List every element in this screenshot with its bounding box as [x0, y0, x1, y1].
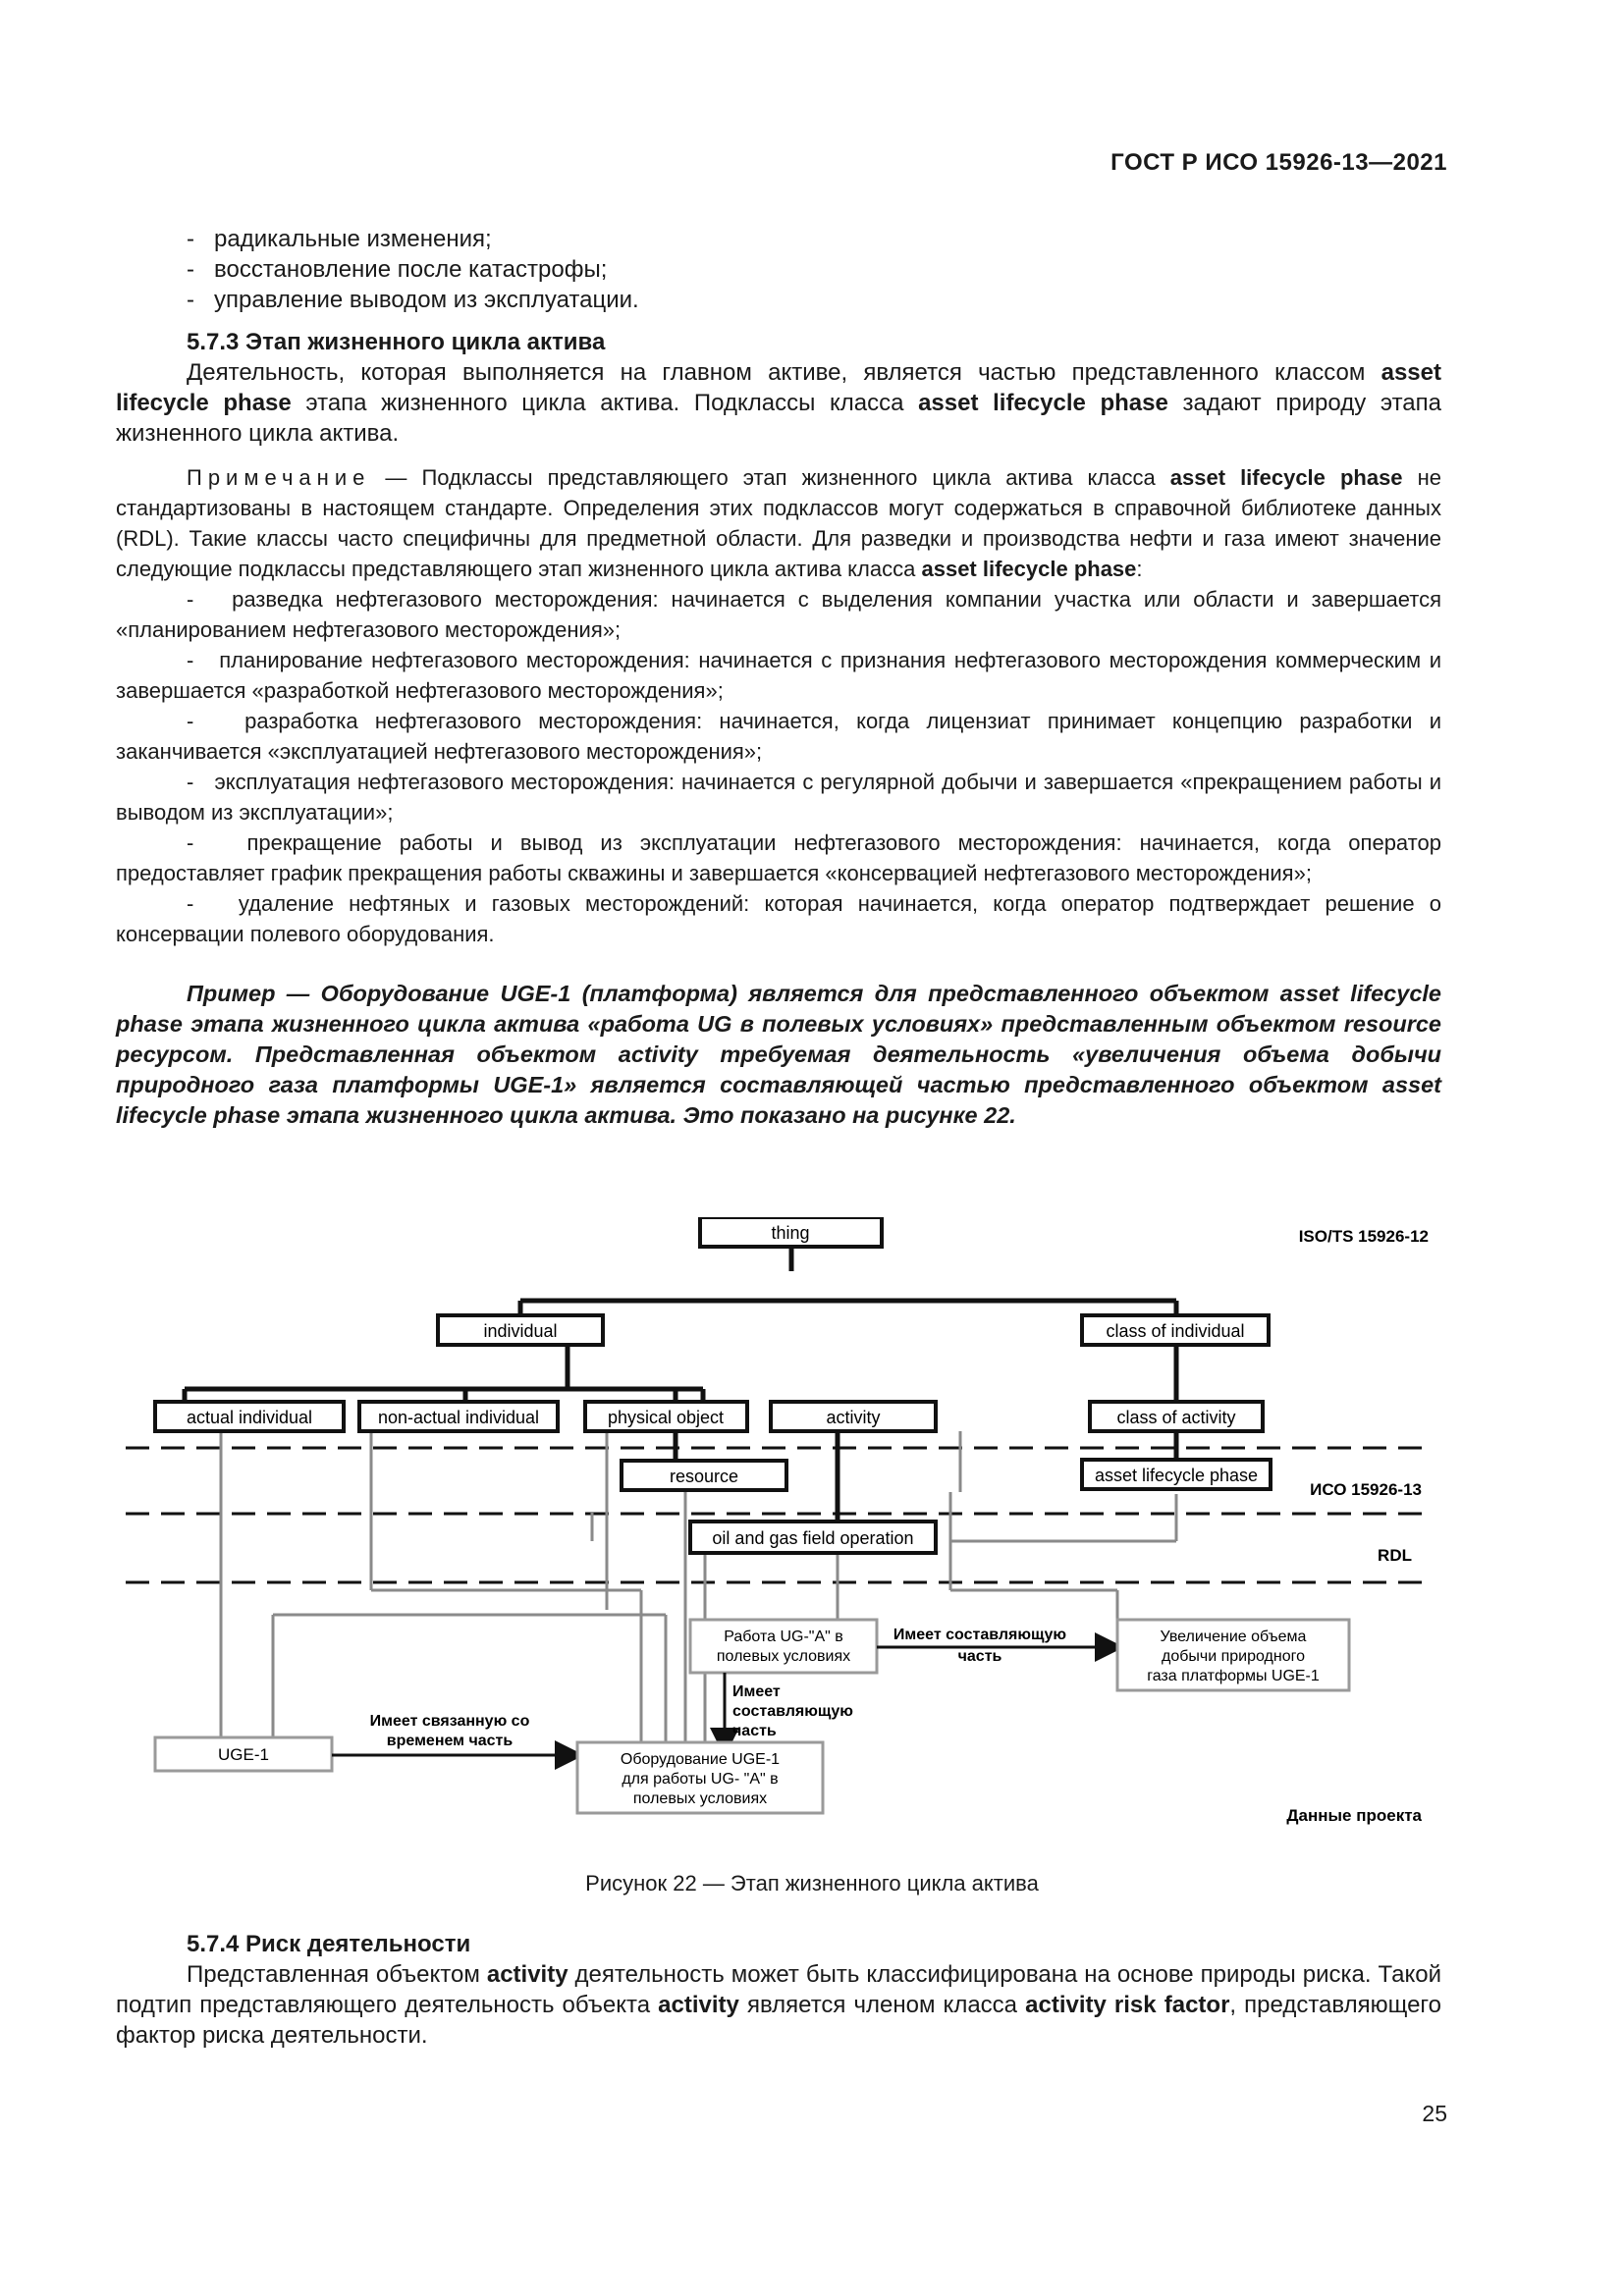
page-number: 25	[1422, 2101, 1447, 2126]
svg-text:UGE-1: UGE-1	[218, 1745, 269, 1764]
label-rdl: RDL	[1378, 1546, 1412, 1565]
svg-text:physical object: physical object	[607, 1408, 725, 1427]
box-resource	[622, 1461, 786, 1490]
svg-text:составляющую: составляющую	[732, 1703, 853, 1720]
list-item: - восстановление после катастрофы;	[187, 256, 608, 283]
box-oil-and-gas-field-operation	[690, 1522, 936, 1553]
box-individual	[438, 1315, 603, 1345]
svg-text:non-actual individual: non-actual individual	[377, 1408, 540, 1427]
document-header: ГОСТ Р ИСО 15926-13—2021	[1110, 149, 1447, 176]
svg-text:resource: resource	[669, 1467, 739, 1486]
svg-text:class of individual: class of individual	[1106, 1321, 1245, 1341]
box-thing	[700, 1217, 882, 1247]
box-activity	[771, 1402, 936, 1431]
box-uge-1	[155, 1737, 332, 1771]
example-paragraph: Пример — Оборудование UGE-1 (платформа) является для представленного объектом asset lifecycle phase этапа жизненного цикла актива «работа UG в полевых условиях» представленным объектом resource ресурсом. Представленная объектом activity требуемая деятельность «увеличения объема добычи природного газа платформы UGE-1» является составляющей частью представленного объектом asset lifecycle phase этапа жизненного цикла актива. Это показано на рисунке 22.	[116, 981, 1441, 1128]
svg-text:для работы UG- "A" в: для работы UG- "A" в	[622, 1771, 779, 1788]
svg-text:временем часть: временем часть	[386, 1733, 514, 1749]
svg-text:полевых условиях: полевых условиях	[716, 1648, 851, 1665]
svg-text:газа платформы UGE-1: газа платформы UGE-1	[1147, 1668, 1320, 1684]
svg-text:Работа UG-"A" в: Работа UG-"A" в	[724, 1629, 843, 1645]
note-list-item: - разведка нефтегазового месторождения: начинается с выделения компании участка или области и завершается «планированием нефтегазового месторождения»;	[116, 587, 1441, 642]
box-class-of-individual	[1082, 1315, 1269, 1345]
svg-text:individual: individual	[483, 1321, 558, 1341]
note-list-item: - эксплуатация нефтегазового месторождения: начинается с регулярной добычи и завершается «прекращением работы и выводом из эксплуатации»;	[116, 770, 1441, 825]
box-non-actual-individual	[359, 1402, 558, 1431]
main-content	[116, 224, 1441, 1131]
label-iso-ts: ISO/TS 15926-12	[1298, 1227, 1429, 1246]
svg-text:oil and gas field operation: oil and gas field operation	[712, 1528, 914, 1548]
label-project-data: Данные проекта	[1286, 1806, 1422, 1825]
note: Примечание — Подклассы представляющего этап жизненного цикла актива класса asset lifecycle phase не стандартизованы в настоящем стандарте. Определения этих подклассов могут содержаться в справочной библиотеке данных (RDL). Такие классы часто специфичны для предметной области. Для разведки и производства нефти и газа имеют значение следующие подклассы представляющего этап жизненного цикла актива класса asset lifecycle phase: - разведка нефтегазового месторождения: начинается с выделения компании участка или области и завершается «планированием нефтегазового месторождения»; - планирование нефтегазового месторождения: начинается с признания нефтегазового месторождения коммерческим и завершается «разработкой нефтегазового месторождения»; - разработка нефтегазового месторождения: начинается, когда лицензиат принимает концепцию разработки и заканчивается «эксплуатацией нефтегазового месторождения»; - эксплуатация нефтегазового месторождения: начинается с регулярной добычи и завершается «прекращением работы и выводом из эксплуатации»; - прекращение работы и вывод из эксплуатации нефтегазового месторождения: начинается, когда оператор предоставляет график прекращения работы скважины и завершается «консервацией нефтегазового месторождения»; - удаление нефтяных и газовых месторождений: которая начинается, когда оператор подтверждает решение о консервации полевого оборудования.	[116, 462, 1441, 949]
box-class-of-activity	[1090, 1402, 1263, 1431]
label-has-part: Имеет составляющую	[893, 1627, 1067, 1643]
svg-text:полевых условиях: полевых условиях	[632, 1790, 768, 1807]
paragraph: Представленная объектом activity деятельность может быть классифицирована на основе природы риска. Такой подтип представляющего деятельность объекта activity является членом класса activity risk factor, представляющего фактор риска деятельности.	[116, 1961, 1442, 2049]
figure-caption: Рисунок 22 — Этап жизненного цикла актива	[585, 1871, 1039, 1896]
note-list-item: - разработка нефтегазового месторождения: начинается, когда лицензиат принимает концепцию разработки и заканчивается «эксплуатацией нефтегазового месторождения»;	[116, 709, 1441, 764]
box-equipment-uge-1	[577, 1742, 823, 1813]
svg-text:actual individual: actual individual	[186, 1408, 313, 1427]
label-iso-13: ИСО 15926-13	[1310, 1480, 1422, 1499]
note-list-item: - планирование нефтегазового месторождения: начинается с признания нефтегазового месторождения коммерческим и завершается «разработкой нефтегазового месторождения»;	[116, 648, 1441, 703]
svg-text:часть: часть	[957, 1648, 1002, 1665]
note-list-item: - удаление нефтяных и газовых месторождений: которая начинается, когда оператор подтверждает решение о консервации полевого оборудования.	[116, 891, 1441, 946]
list-item: - радикальные изменения;	[187, 226, 492, 252]
svg-text:thing: thing	[771, 1223, 810, 1243]
section-574	[116, 1929, 1441, 2051]
box-asset-lifecycle-phase	[1082, 1460, 1271, 1489]
list-item: - управление выводом из эксплуатации.	[187, 287, 639, 313]
svg-text:добычи природного: добычи природного	[1161, 1648, 1306, 1665]
svg-text:Увеличение объема: Увеличение объема	[1160, 1629, 1307, 1645]
paragraph: Деятельность, которая выполняется на главном активе, является частью представленного классом asset lifecycle phase этапа жизненного цикла актива. Подклассы класса asset lifecycle phase задают природу этапа жизненного цикла актива.	[116, 359, 1441, 447]
note-list-item: - прекращение работы и вывод из эксплуатации нефтегазового месторождения: начинается, когда оператор предоставляет график прекращения работы скважины и завершается «консервацией нефтегазового месторождения»;	[116, 830, 1441, 885]
svg-text:activity: activity	[826, 1408, 881, 1427]
section-heading: 5.7.3 Этап жизненного цикла актива	[187, 329, 606, 355]
svg-text:часть: часть	[732, 1723, 777, 1739]
figure-22-diagram	[116, 1217, 1441, 1845]
box-rabota-ug-a	[690, 1620, 877, 1673]
svg-text:class of activity: class of activity	[1116, 1408, 1236, 1427]
label-temporal-part: Имеет связанную со	[369, 1713, 530, 1730]
section-heading: 5.7.4 Риск деятельности	[187, 1931, 471, 1957]
box-physical-object	[585, 1402, 747, 1431]
box-actual-individual	[155, 1402, 344, 1431]
svg-text:asset lifecycle phase: asset lifecycle phase	[1094, 1466, 1259, 1485]
box-increase-gas-production	[1117, 1620, 1349, 1690]
svg-text:Оборудование UGE-1: Оборудование UGE-1	[620, 1751, 781, 1768]
label-vertical-has-part: Имеет	[732, 1683, 781, 1700]
